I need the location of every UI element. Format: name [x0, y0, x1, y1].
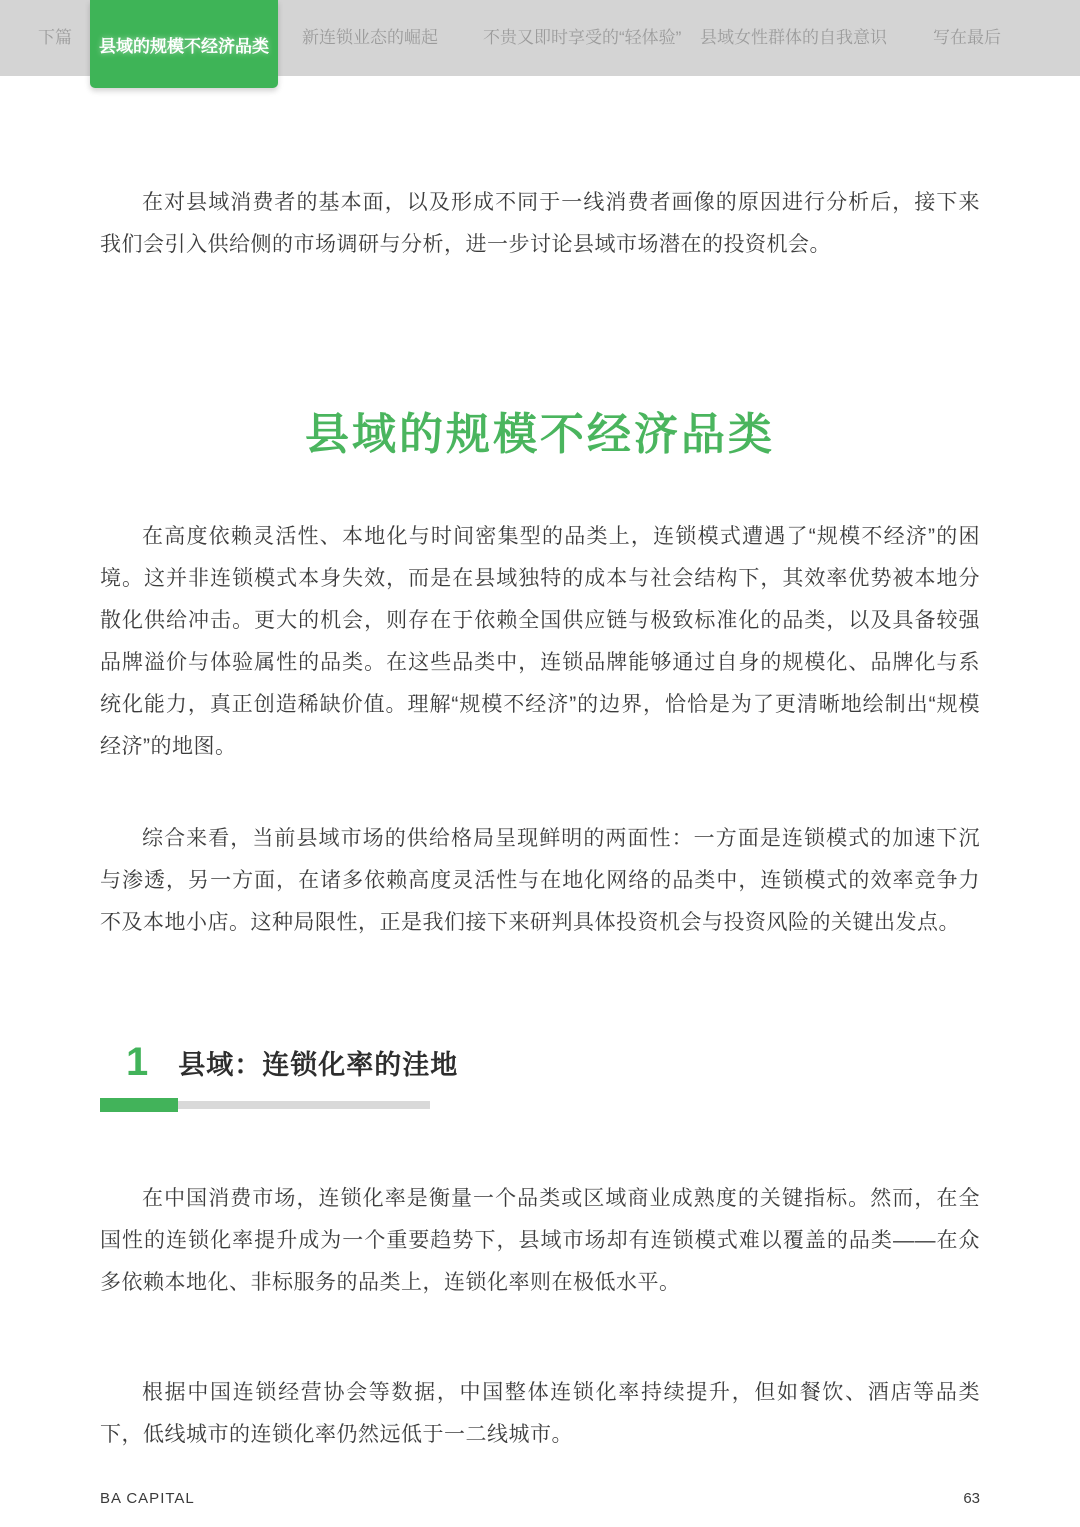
section-paragraph: 在中国消费市场，连锁化率是衡量一个品类或区域商业成熟度的关键指标。然而，在全国性的连锁化率提升成为一个重要趋势下，县域市场却有连锁模式难以覆盖的品类——在众多依赖本地化、非标服务的品类上，连锁化率则在极低水平。 — [100, 1187, 980, 1294]
section-underline-green — [100, 1098, 178, 1112]
body-paragraph: 综合来看，当前县域市场的供给格局呈现鲜明的两面性：一方面是连锁模式的加速下沉与渗透，另一方面，在诸多依赖高度灵活性与在地化网络的品类中，连锁模式的效率竞争力不及本地小店。这种局限性，正是我们接下来研判具体投资机会与投资风险的关键出发点。 — [100, 827, 980, 934]
section-heading — [126, 1042, 980, 1082]
section-underline-gray — [178, 1101, 430, 1109]
nav-tab-active-label: 县域的规模不经济品类 — [99, 36, 269, 56]
page-title: 县域的规模不经济品类 — [305, 410, 775, 459]
nav-item-light-experience[interactable]: 不贵又即时享受的“轻体验” — [483, 28, 682, 47]
nav-item-new-chain-formats[interactable]: 新连锁业态的崛起 — [302, 28, 438, 47]
section-title: 县域：连锁化率的洼地 — [178, 1049, 459, 1080]
nav-tab-active-scale-diseconomy[interactable] — [90, 0, 278, 88]
section-underline-bar — [100, 1098, 430, 1112]
page-footer — [100, 1490, 980, 1507]
nav-item-county-women[interactable]: 县域女性群体的自我意识 — [700, 28, 887, 47]
section-number: 1 — [126, 1040, 149, 1084]
section-paragraph: 根据中国连锁经营协会等数据，中国整体连锁化率持续提升，但如餐饮、酒店等品类下，低线城市的连锁化率仍然远低于一二线城市。 — [100, 1381, 980, 1446]
page-content — [100, 76, 980, 1456]
footer-brand: BA CAPITAL — [100, 1490, 195, 1507]
body-paragraph: 在高度依赖灵活性、本地化与时间密集型的品类上，连锁模式遭遇了“规模不经济”的困境。这并非连锁模式本身失效，而是在县域独特的成本与社会结构下，其效率优势被本地分散化供给冲击。更大的机会，则存在于依赖全国供应链与极致标准化的品类，以及具备较强品牌溢价与体验属性的品类。在这些品类中，连锁品牌能够通过自身的规模化、品牌化与系统化能力，真正创造稀缺价值。理解“规模不经济”的边界，恰恰是为了更清晰地绘制出“规模经济”的地图。 — [100, 525, 980, 758]
footer-page-number: 63 — [963, 1490, 980, 1507]
intro-paragraph: 在对县域消费者的基本面，以及形成不同于一线消费者画像的原因进行分析后，接下来我们会引入供给侧的市场调研与分析，进一步讨论县域市场潜在的投资机会。 — [100, 191, 980, 256]
nav-item-epilogue[interactable]: 写在最后 — [933, 28, 1001, 47]
nav-item-previous-part[interactable]: 下篇 — [38, 28, 72, 47]
top-nav-bar — [0, 0, 1080, 76]
